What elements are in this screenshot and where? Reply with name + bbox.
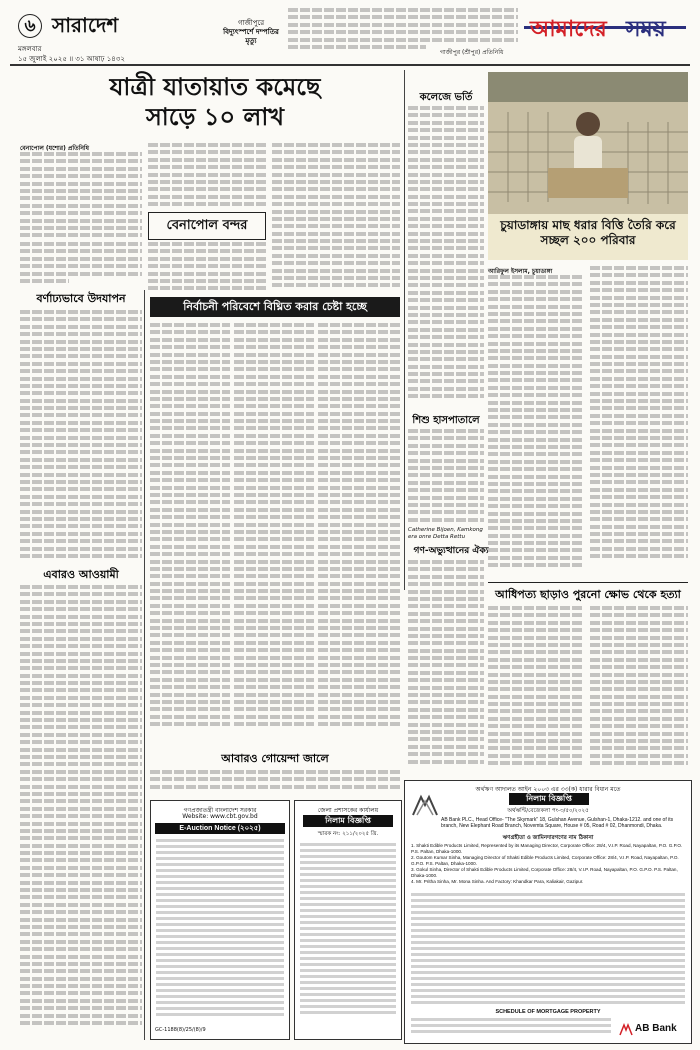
svg-text:আমাদের: আমাদের	[530, 17, 607, 42]
abbank-borrower-1: 1. Shakti Edible Products Limited, Represented by its Managing Director, Corporate Office: 28/4, V.I.P. Road, Nayapaltan, P.O. G.P.O. P.S. Paltan, Dhaka-1000.	[411, 843, 683, 854]
college-body	[408, 106, 484, 406]
murder-headline: আধিপত্য ছাড়াও পুরনো ক্ষোভ থেকে হত্যা	[495, 588, 681, 601]
hospital-body	[408, 429, 484, 529]
goyenda-headline: আবারও গোয়েন্দা জালে	[221, 752, 329, 765]
fish-trap-photo	[488, 72, 688, 214]
abbank-col-title: ঋণগ্রহীতা ও জামিনদারগণের নাম ঠিকানা	[502, 835, 594, 841]
side-headline: বিদ্যুৎস্পর্শে দম্পতির মৃত্যু	[223, 27, 279, 45]
lead-subtitle: বেনাপোল বন্দর	[148, 212, 266, 240]
eauction-ad	[150, 800, 290, 1040]
fish-body-col2	[590, 266, 688, 574]
abbank-act: অর্থঋণ আদালত আইন ২০০৩ এর ৩৩(ক) ধারার বিধান মতে	[475, 786, 621, 793]
lead-body-col1	[20, 152, 142, 240]
page-number: ৬	[18, 14, 42, 38]
hospital-headline: শিশু হাসপাতালে	[412, 415, 480, 426]
fish-body-col1	[488, 275, 584, 575]
unity-body-col1	[408, 560, 484, 770]
lead-headline: যাত্রী যাতায়াত কমেছে সাড়ে ১০ লাখ	[109, 72, 321, 131]
eauction-footer: GC-1188(8)/25/(8)/9	[155, 1027, 206, 1033]
svg-text:সময়: সময়	[626, 17, 666, 42]
abbank-intro: AB Bank PLC., Head Office- "The Skymark" 18, Gulshan Avenue, Gulshan-1, Dhaka-1212. and one of its branch, New Elephant Road Branch, Novemta Square, House # 05, Road # 02, Dhanmondi, Dhaka.	[441, 817, 674, 829]
lead-body-col2	[148, 143, 266, 209]
nilam-small-title: নিলাম বিজ্ঞপ্তি	[303, 815, 393, 827]
fish-headline: চুয়াডাঙ্গায় মাছ ধরার বিত্তি তৈরি করে সচ্ছল ২০০ পরিবার	[488, 214, 688, 260]
lead-body-col2b	[148, 242, 266, 294]
eauction-org: গণপ্রজাতন্ত্রী বাংলাদেশ সরকার	[183, 807, 257, 814]
college-headline: কলেজে ভর্তি	[419, 92, 473, 103]
unity-headline: গণ-অভ্যুত্থানের ঐক্য	[413, 546, 489, 556]
murder-body-col1	[488, 606, 584, 776]
murder-body-col2	[590, 606, 688, 776]
eauction-title: E-Auction Notice (২০২৫)	[155, 823, 285, 834]
abbank-footer-logo: AB Bank	[619, 1021, 685, 1037]
banner-body-col2	[234, 323, 314, 743]
header-story-byline: গাজীপুর (শ্রীপুর) প্রতিনিধি	[440, 49, 504, 56]
issue-date: ১৫ জুলাই ২০২৫ ॥ ৩১ আষাঢ় ১৪৩২	[18, 55, 125, 63]
issue-day: মঙ্গলবার	[18, 45, 42, 53]
abbank-borrower-4: 4. Mr. Pritha Sinha, Mr. Mona Sinha. And Factory: Khandkar Para, Kaliakair, Gazipur.	[411, 879, 584, 884]
side1-body	[20, 310, 142, 564]
side2-headline: এবারও আওয়ামী	[43, 568, 119, 581]
eauction-website: Website: www.cbt.gov.bd	[182, 813, 258, 820]
nilam-small-ad	[294, 800, 402, 1040]
abbank-title: নিলাম বিজ্ঞপ্তি	[509, 793, 589, 805]
abbank-schedule: SCHEDULE OF MORTGAGE PROPERTY	[495, 1009, 601, 1015]
lead-body-col3	[272, 143, 400, 293]
lead-body-col1b	[20, 242, 142, 286]
banner-body-col1	[150, 323, 230, 743]
side1-headline: বর্ণাঢ্যভাবে উদযাপন	[36, 292, 126, 305]
nilam-small-ref: স্মারক নং: ২১১/২০২৫ খ্রি.	[317, 831, 379, 837]
abbank-borrower-2: 2. Goutom Kumar Sinha, Managing Director of Shakti Edible Products Limited, Corporate Office: 28/4, V.I.P. Road, Nayapaltan, P.O. G.P.O. P.S. Paltan, Dhaka-1000.	[411, 855, 679, 866]
abbank-borrower-3: 3. Gokul Sinha, Director of Shakti Edible Products Limited, Corporate Office: 28/4, V.I.P. Road, Nayapaltan, P.O. G.P.O. P.S. Paltan, Dhaka-1000.	[411, 867, 678, 878]
nilam-small-office: জেলা প্রশাসকের কার্যালয়	[317, 807, 379, 814]
banner-headline: নির্বাচনী পরিবেশে বিঘ্নিত করার চেষ্টা হচ্ছে	[150, 297, 400, 317]
section-title: সারাদেশ	[52, 13, 119, 37]
goyenda-body	[150, 770, 400, 800]
abbank-notice	[404, 780, 692, 1044]
hospital-caption: Catherine Bijoen, Kamkong era onre Detta Rettu	[408, 527, 483, 540]
fish-dateline: আরিফুল ইসলাম, চুয়াডাঙ্গা	[488, 268, 553, 275]
side2-body	[20, 585, 142, 1035]
banner-body-col3	[318, 323, 400, 743]
lead-dateline: বেনাপোল (যশোর) প্রতিনিধি	[20, 145, 89, 152]
newspaper-logo	[522, 6, 688, 50]
side-kicker: গাজীপুরে	[237, 19, 265, 27]
abbank-ref: অর্থঋণ্টি/বেজেকলা পং-৩/৫০/২০২৫	[507, 808, 589, 814]
